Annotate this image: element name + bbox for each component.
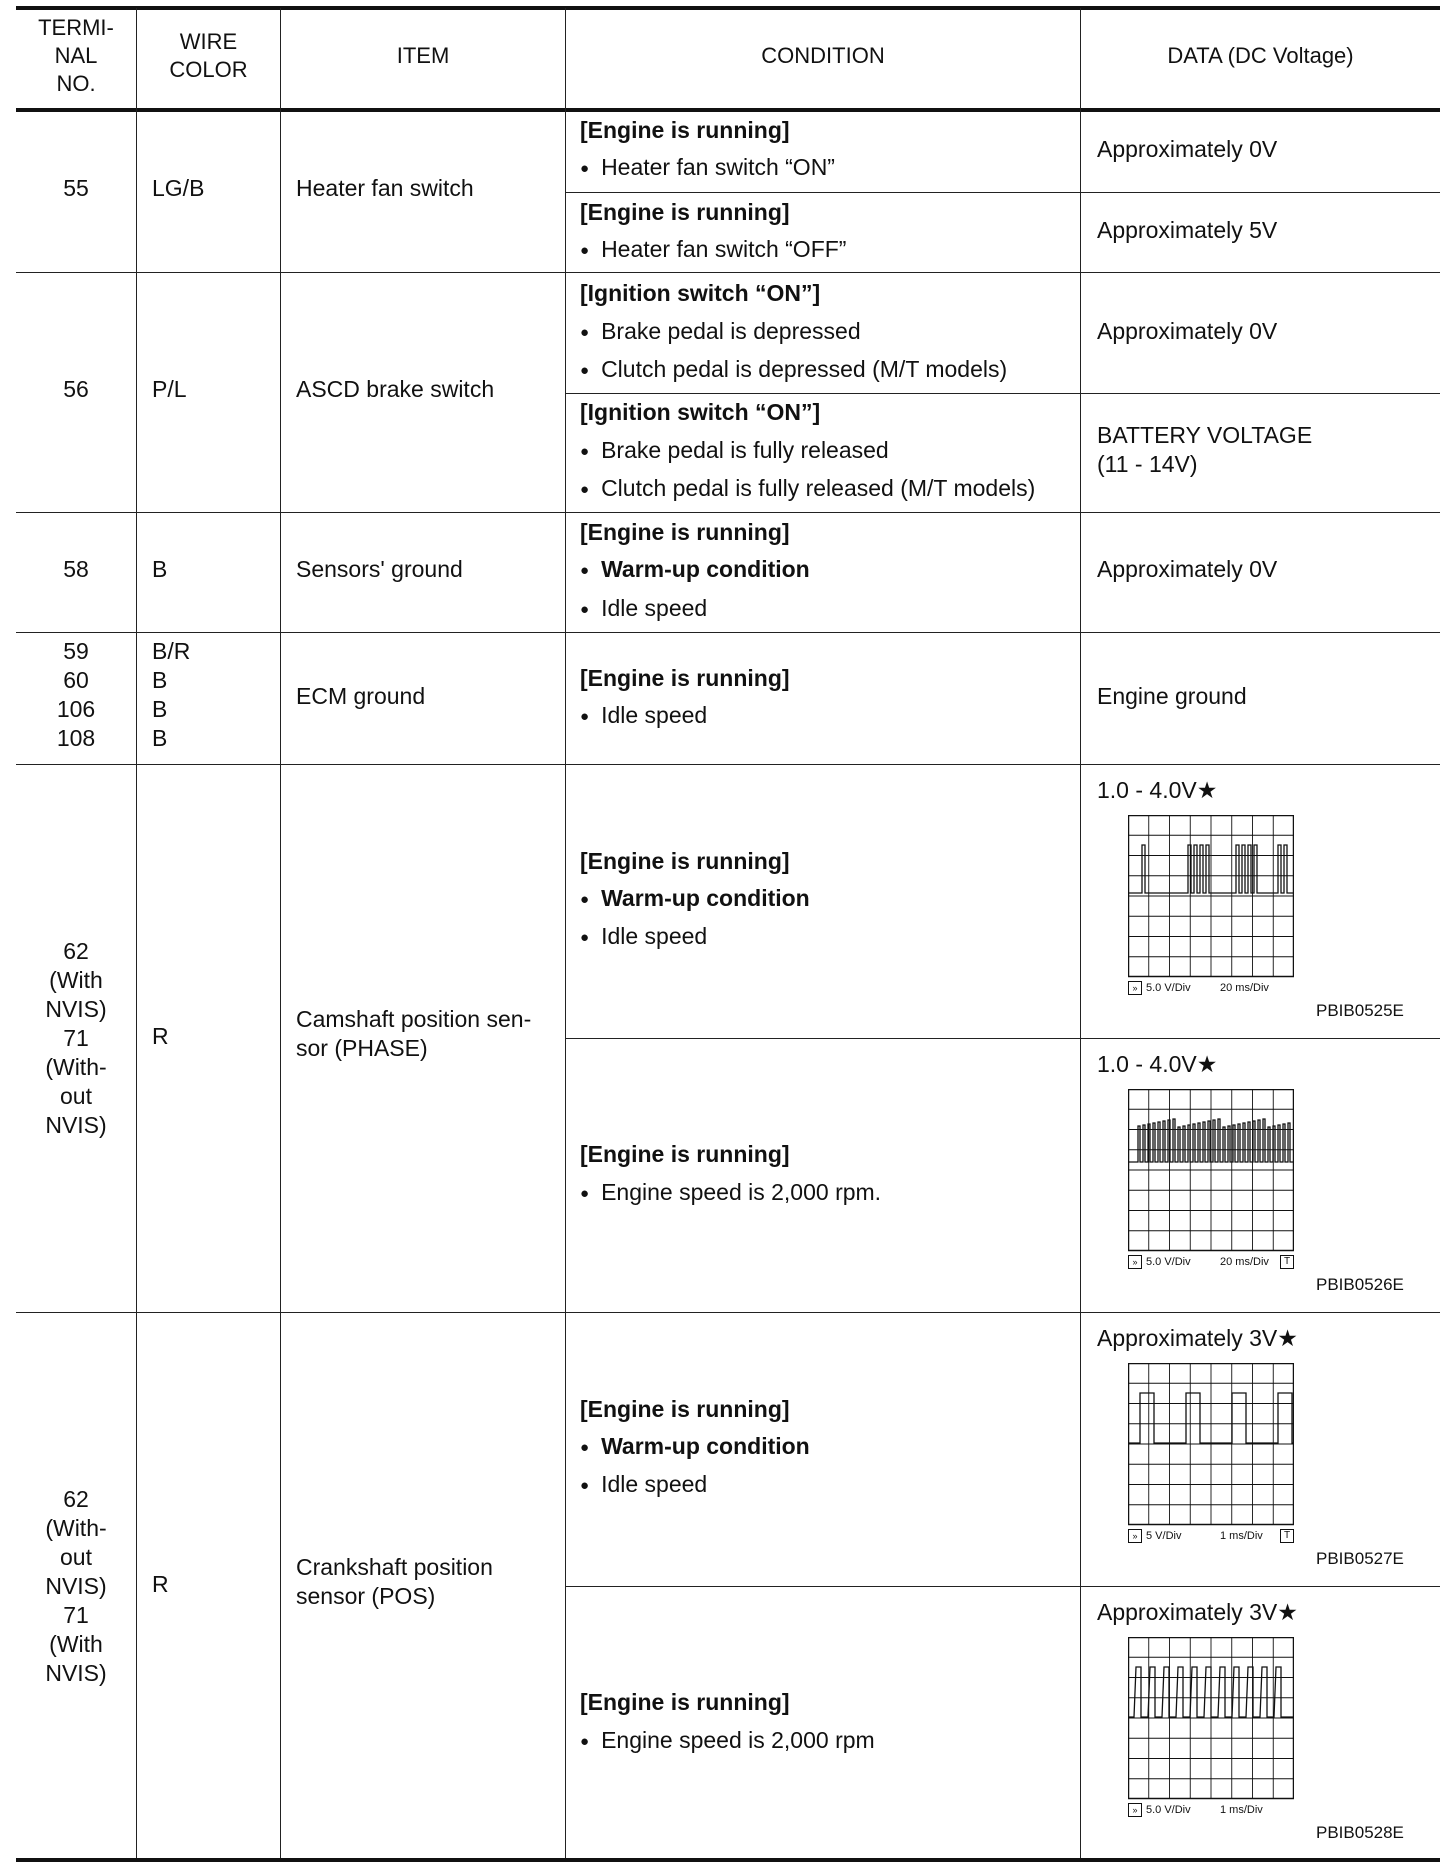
condition-bullet: ● Warm-up condition: [580, 555, 810, 587]
column-divider: [1080, 8, 1081, 1858]
row-divider: [566, 192, 1440, 193]
column-divider: [136, 8, 137, 1858]
data-value: Approximately 5V: [1097, 217, 1278, 243]
header-terminal: TERMI- NAL NO.: [38, 15, 114, 96]
condition-bullet: ● Heater fan switch “ON”: [580, 153, 835, 185]
header-rule: [16, 108, 1440, 112]
wire-color: B: [152, 556, 168, 582]
volts-per-div: 5.0 V/Div: [1146, 1804, 1191, 1816]
time-per-div: 20 ms/Div: [1220, 982, 1269, 994]
row-divider: [16, 632, 1440, 633]
time-per-div: 1 ms/Div: [1220, 1804, 1263, 1816]
figure-id: PBIB0528E: [1316, 1823, 1404, 1842]
condition-bullet: ● Warm-up condition: [580, 1432, 810, 1464]
condition-heading: [Engine is running]: [580, 1141, 790, 1167]
header-wire-color: WIRE COLOR: [169, 29, 248, 82]
row-divider: [16, 764, 1440, 765]
table-top-rule: [16, 6, 1440, 10]
condition-bullet: ● Brake pedal is fully released: [580, 436, 889, 468]
condition-heading: [Engine is running]: [580, 848, 790, 874]
item-name: Camshaft position sen- sor (PHASE): [296, 1006, 532, 1061]
column-divider: [565, 8, 566, 1858]
item-name: Crankshaft position sensor (POS): [296, 1554, 493, 1609]
item-name: ECM ground: [296, 683, 426, 709]
condition-bullet: ● Clutch pedal is fully released (M/T models): [580, 474, 1035, 506]
condition-heading: [Engine is running]: [580, 665, 790, 691]
wire-color-list: B/R B B B: [152, 638, 191, 751]
volts-per-div: 5.0 V/Div: [1146, 982, 1191, 994]
data-value: Approximately 0V: [1097, 318, 1278, 344]
row-divider: [16, 1312, 1440, 1313]
terminal-no: 56: [63, 376, 89, 402]
data-value: BATTERY VOLTAGE (11 - 14V): [1097, 422, 1313, 477]
wire-color: LG/B: [152, 175, 205, 201]
condition-bullet: ● Warm-up condition: [580, 884, 810, 916]
oscilloscope-waveform: [1128, 1089, 1294, 1269]
condition-bullet: ● Brake pedal is depressed: [580, 317, 861, 349]
condition-bullet: ● Engine speed is 2,000 rpm: [580, 1726, 875, 1758]
condition-heading: [Engine is running]: [580, 1689, 790, 1715]
data-value: 1.0 - 4.0V★: [1097, 777, 1218, 803]
row-divider: [16, 272, 1440, 273]
oscilloscope-waveform: [1128, 1363, 1294, 1543]
condition-bullet: ● Idle speed: [580, 1470, 707, 1502]
terminal-no-list: 62 (With- out NVIS) 71 (With NVIS): [45, 1486, 107, 1686]
waveform-graph: [1128, 1363, 1294, 1543]
data-value: Approximately 3V★: [1097, 1325, 1298, 1351]
oscilloscope-waveform: [1128, 815, 1294, 995]
column-divider: [280, 8, 281, 1858]
row-divider: [566, 1038, 1440, 1039]
terminal-no: 58: [63, 556, 89, 582]
terminal-no-list: 59 60 106 108: [56, 638, 96, 751]
waveform-graph: [1128, 815, 1294, 995]
wire-color: R: [152, 1023, 169, 1049]
scope-marker: »: [1128, 981, 1142, 995]
table-bottom-rule: [16, 1858, 1440, 1862]
condition-bullet: ● Idle speed: [580, 701, 707, 733]
scope-marker: »: [1128, 1803, 1142, 1817]
data-value: Approximately 0V: [1097, 556, 1278, 582]
condition-bullet: ● Idle speed: [580, 594, 707, 626]
data-value: Approximately 0V: [1097, 136, 1278, 162]
row-divider: [16, 512, 1440, 513]
scope-marker: »: [1128, 1529, 1142, 1543]
header-item: ITEM: [396, 43, 450, 68]
condition-bullet: ● Idle speed: [580, 922, 707, 954]
condition-heading: [Engine is running]: [580, 117, 790, 143]
row-divider: [566, 393, 1440, 394]
wire-color: R: [152, 1571, 169, 1597]
figure-id: PBIB0525E: [1316, 1001, 1404, 1020]
time-per-div: 20 ms/Div: [1220, 1256, 1269, 1268]
condition-heading: [Engine is running]: [580, 199, 790, 225]
waveform-graph: [1128, 1089, 1294, 1269]
condition-bullet: ● Clutch pedal is depressed (M/T models): [580, 355, 1007, 387]
data-value: Engine ground: [1097, 683, 1247, 709]
condition-bullet: ● Heater fan switch “OFF”: [580, 235, 846, 267]
item-name: ASCD brake switch: [296, 376, 495, 402]
condition-heading: [Engine is running]: [580, 519, 790, 545]
item-name: Sensors' ground: [296, 556, 463, 582]
data-value: Approximately 3V★: [1097, 1599, 1298, 1625]
header-data: DATA (DC Voltage): [1167, 43, 1354, 68]
condition-bullet: ● Engine speed is 2,000 rpm.: [580, 1178, 881, 1210]
condition-heading: [Ignition switch “ON”]: [580, 399, 821, 425]
trigger-marker: T: [1280, 1255, 1294, 1269]
scope-marker: »: [1128, 1255, 1142, 1269]
terminal-no: 55: [63, 175, 89, 201]
wire-color: P/L: [152, 376, 187, 402]
terminal-no-list: 62 (With NVIS) 71 (With- out NVIS): [45, 938, 107, 1138]
oscilloscope-waveform: [1128, 1637, 1294, 1817]
volts-per-div: 5.0 V/Div: [1146, 1256, 1191, 1268]
trigger-marker: T: [1280, 1529, 1294, 1543]
figure-id: PBIB0527E: [1316, 1549, 1404, 1568]
time-per-div: 1 ms/Div: [1220, 1530, 1263, 1542]
condition-heading: [Ignition switch “ON”]: [580, 280, 821, 306]
volts-per-div: 5 V/Div: [1146, 1530, 1182, 1542]
header-condition: CONDITION: [761, 43, 885, 68]
condition-heading: [Engine is running]: [580, 1396, 790, 1422]
item-name: Heater fan switch: [296, 175, 474, 201]
waveform-graph: [1128, 1637, 1294, 1817]
row-divider: [566, 1586, 1440, 1587]
figure-id: PBIB0526E: [1316, 1275, 1404, 1294]
data-value: 1.0 - 4.0V★: [1097, 1051, 1218, 1077]
